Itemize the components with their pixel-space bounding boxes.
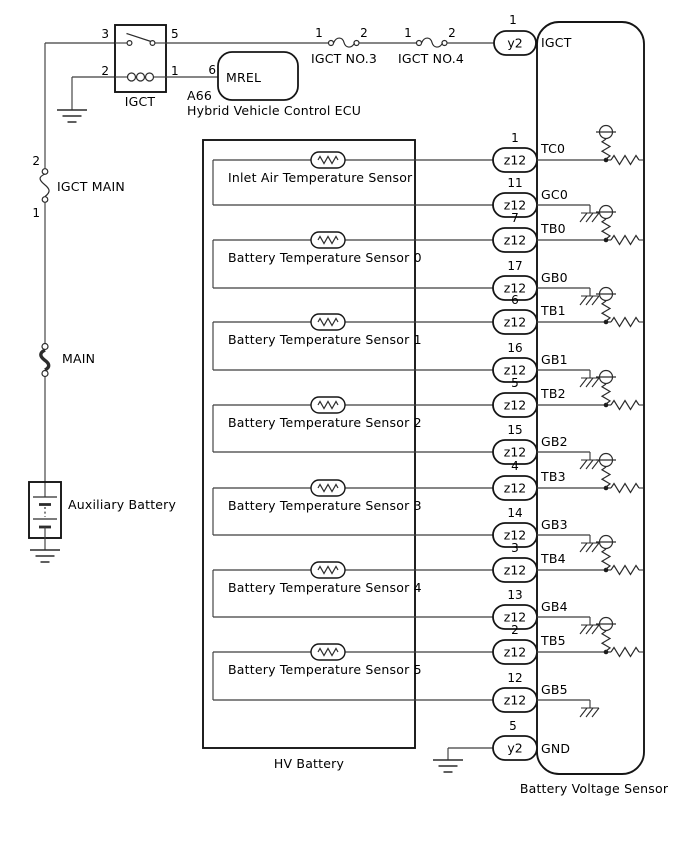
sensor-label: Battery Temperature Sensor 3 [228, 498, 422, 513]
pin-number: 12 [507, 671, 523, 685]
fuse4-pin-2: 2 [448, 26, 456, 40]
signal-label: TB5 [541, 633, 566, 648]
pin-number: 13 [507, 588, 523, 602]
pin-number: 15 [507, 423, 523, 437]
signal-label: GB3 [541, 517, 568, 532]
igct-main-pin-1: 1 [32, 206, 40, 220]
thermistor-icon [311, 480, 345, 496]
aux-battery-label: Auxiliary Battery [68, 497, 177, 512]
relay-pin-3: 3 [101, 27, 109, 41]
signal-label: GC0 [541, 187, 568, 202]
hv-battery-label: HV Battery [273, 756, 345, 771]
signal-label: GB5 [541, 682, 568, 697]
thermistor-icon [311, 397, 345, 413]
chassis-ground-icon [580, 460, 599, 469]
fusible-link-icon [41, 350, 49, 370]
pin-number: 1 [511, 131, 519, 145]
sensor-circuit-batt-temp-5 [213, 618, 643, 718]
igct-main-label: IGCT MAIN [57, 179, 125, 194]
z12-label: z12 [503, 397, 527, 413]
signal-label: TB1 [541, 303, 566, 318]
chassis-ground-icon [580, 213, 599, 222]
z12-label: z12 [503, 152, 527, 168]
z12-label: z12 [503, 609, 527, 625]
pin-number: 11 [507, 176, 523, 190]
pin-number: 16 [507, 341, 523, 355]
z12-label: z12 [503, 314, 527, 330]
pin-number: 3 [511, 541, 519, 555]
y2-pin-1: 1 [509, 13, 517, 27]
y2-connector-label: y2 [507, 740, 523, 756]
fuse3-pin-2: 2 [360, 26, 368, 40]
pin-number: 2 [511, 623, 519, 637]
signal-label: GB4 [541, 599, 568, 614]
relay-label: IGCT [124, 94, 156, 109]
signal-label: TB0 [541, 221, 566, 236]
mrel-pin-6: 6 [208, 63, 216, 77]
signal-label: TB2 [541, 386, 566, 401]
sensor-circuit-batt-temp-3 [213, 454, 643, 553]
thermistor-icon [311, 232, 345, 248]
ground-icon [433, 760, 463, 772]
igct-signal-label: IGCT [541, 35, 572, 50]
mrel-label: MREL [226, 70, 262, 85]
z12-label: z12 [503, 562, 527, 578]
signal-label: TB3 [541, 469, 566, 484]
fuse-icon [334, 38, 355, 47]
relay-pin-2: 2 [101, 64, 109, 78]
sensor-circuit-batt-temp-1 [213, 288, 643, 388]
relay-contact-icon [127, 41, 132, 46]
pin-number: 7 [511, 211, 519, 225]
sensor-circuit-batt-temp-2 [213, 371, 643, 470]
z12-label: z12 [503, 362, 527, 378]
gnd-circuit [433, 719, 570, 772]
relay-pin-1: 1 [171, 64, 179, 78]
pin-number: 17 [507, 259, 523, 273]
sensor-circuit-batt-temp-4 [213, 536, 643, 635]
chassis-ground-icon [580, 625, 599, 634]
sensor-label: Battery Temperature Sensor 0 [228, 250, 422, 265]
signal-label: TB4 [541, 551, 566, 566]
relay-pin-5: 5 [171, 27, 179, 41]
chassis-ground-icon [580, 543, 599, 552]
sensor-label: Battery Temperature Sensor 1 [228, 332, 422, 347]
chassis-ground-icon [580, 378, 599, 387]
signal-label: GB2 [541, 434, 568, 449]
chassis-ground-icon [580, 296, 599, 305]
igct-main-pin-2: 2 [32, 154, 40, 168]
ecu-name: Hybrid Vehicle Control ECU [187, 103, 362, 118]
z12-label: z12 [503, 444, 527, 460]
fuse-icon [40, 174, 49, 197]
z12-label: z12 [503, 197, 527, 213]
z12-label: z12 [503, 480, 527, 496]
ecu-code: A66 [187, 88, 213, 103]
sensor-label: Battery Temperature Sensor 4 [228, 580, 422, 595]
thermistor-icon [311, 562, 345, 578]
chassis-ground-icon [580, 708, 599, 717]
fuse3-label: IGCT NO.3 [310, 51, 378, 66]
gnd-signal-label: GND [541, 741, 571, 756]
signal-label: TC0 [541, 141, 566, 156]
bvs-label: Battery Voltage Sensor [519, 781, 669, 796]
pin-number: 4 [511, 459, 519, 473]
y2-connector-label: y2 [507, 35, 523, 51]
pin-number: 5 [511, 376, 519, 390]
ground-icon [57, 110, 87, 122]
sensor-label: Inlet Air Temperature Sensor [228, 170, 413, 185]
pin-number: 6 [511, 293, 519, 307]
thermistor-icon [311, 644, 345, 660]
fuse-icon [422, 38, 443, 47]
z12-label: z12 [503, 527, 527, 543]
battery-icon [33, 497, 57, 527]
fuse4-label: IGCT NO.4 [397, 51, 465, 66]
signal-label: GB1 [541, 352, 568, 367]
thermistor-icon [311, 314, 345, 330]
sensor-label: Battery Temperature Sensor 2 [228, 415, 422, 430]
signal-label: GB0 [541, 270, 568, 285]
z12-label: z12 [503, 692, 527, 708]
z12-label: z12 [503, 232, 527, 248]
left-power-branch [29, 43, 177, 562]
main-link-label: MAIN [62, 351, 96, 366]
relay-coil-icon [128, 73, 154, 81]
relay-igct [45, 25, 179, 122]
y2-pin-5: 5 [509, 719, 517, 733]
fuse4-pin-1: 1 [404, 26, 412, 40]
sensor-circuit-batt-temp-0 [213, 206, 643, 306]
battery-voltage-sensor [520, 22, 669, 796]
thermistor-icon [311, 152, 345, 168]
z12-label: z12 [503, 644, 527, 660]
ground-icon [30, 550, 60, 562]
pin-number: 14 [507, 506, 523, 520]
z12-label: z12 [503, 280, 527, 296]
fuse3-pin-1: 1 [315, 26, 323, 40]
sensor-label: Battery Temperature Sensor 5 [228, 662, 422, 677]
